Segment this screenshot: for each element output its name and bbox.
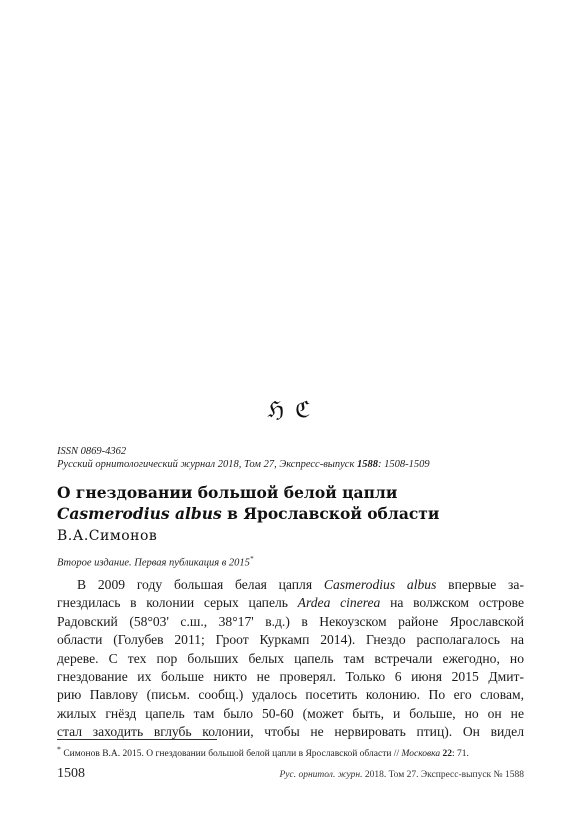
body-line: стал заходить вглубь колонии, чтобы не нервировать птиц). Он видел [57, 724, 524, 740]
footnote [57, 744, 527, 760]
citation-prefix: Русский орнитологический журнал 2018, Том 27, Экспресс-выпуск [57, 459, 357, 470]
body-line: рию Павлову (письм. сообщ.) удалось посетить колонию. По его словам, [57, 687, 524, 703]
issn: ISSN 0869-4362 [57, 446, 127, 457]
article-body [57, 576, 524, 742]
body-line: гнездование их больше никто не проверял. Только 6 июня 2015 Дмит- [57, 669, 524, 685]
footnote-volume: 22 [442, 749, 453, 760]
edition-footnote-mark: * [249, 555, 254, 563]
footnote-pages: : 71. [452, 749, 469, 760]
body-line: Радовский (58°03' с.ш., 38°17' в.д.) в Некоузском районе Ярославской [57, 613, 524, 629]
footer-journal-rest: 2018. Том 27. Экспресс-выпуск № 1588 [362, 770, 524, 780]
footnote-mark: * [57, 745, 61, 754]
footer-journal-abbrev: Рус. орнитол. журн. [279, 770, 363, 780]
title-line-1: О гнездовании большой белой цапли [57, 483, 398, 502]
body-line: гнездилась в колонии серых цапель Ardea cinerea на волжском острове [57, 595, 524, 611]
author-name: В.А.Симонов [57, 528, 158, 544]
body-line: дереве. С тех пор больших белых цапель там встречали ежегодно, но [57, 650, 524, 666]
running-footer [279, 769, 524, 781]
body-line: области (Голубев 2011; Гроот Куркамп 2014). Гнездо располагалось на [57, 632, 524, 648]
section-ornament: ℌ ℭ [267, 398, 313, 423]
title-line-2-rest: в Ярославской области [221, 504, 440, 523]
citation-suffix: : 1508-1509 [378, 459, 430, 470]
latin-name: Casmerodius albus [323, 577, 437, 592]
edition-note [57, 553, 253, 570]
body-line: В 2009 году большая белая цапля Casmerodius albus впервые за- [77, 577, 524, 592]
latin-name: Ardea cinerea [297, 595, 381, 611]
citation [57, 458, 430, 471]
title-latin-name: Casmerodius albus [57, 504, 222, 523]
body-line: жилых гнёзд цапель там было 50-60 (может быть, и больше, но он не [57, 705, 524, 721]
footnote-divider [57, 739, 217, 740]
footnote-text: Симонов В.А. 2015. О гнездовании большой белой цапли в Ярославской области // [60, 749, 402, 760]
article-title [57, 482, 527, 524]
citation-issue: 1588 [357, 459, 378, 470]
page-number: 1508 [57, 766, 85, 781]
article-meta [57, 445, 430, 471]
edition-text: Второе издание. Первая публикация в 2015 [57, 557, 250, 569]
footnote-journal: Московка [401, 749, 441, 760]
